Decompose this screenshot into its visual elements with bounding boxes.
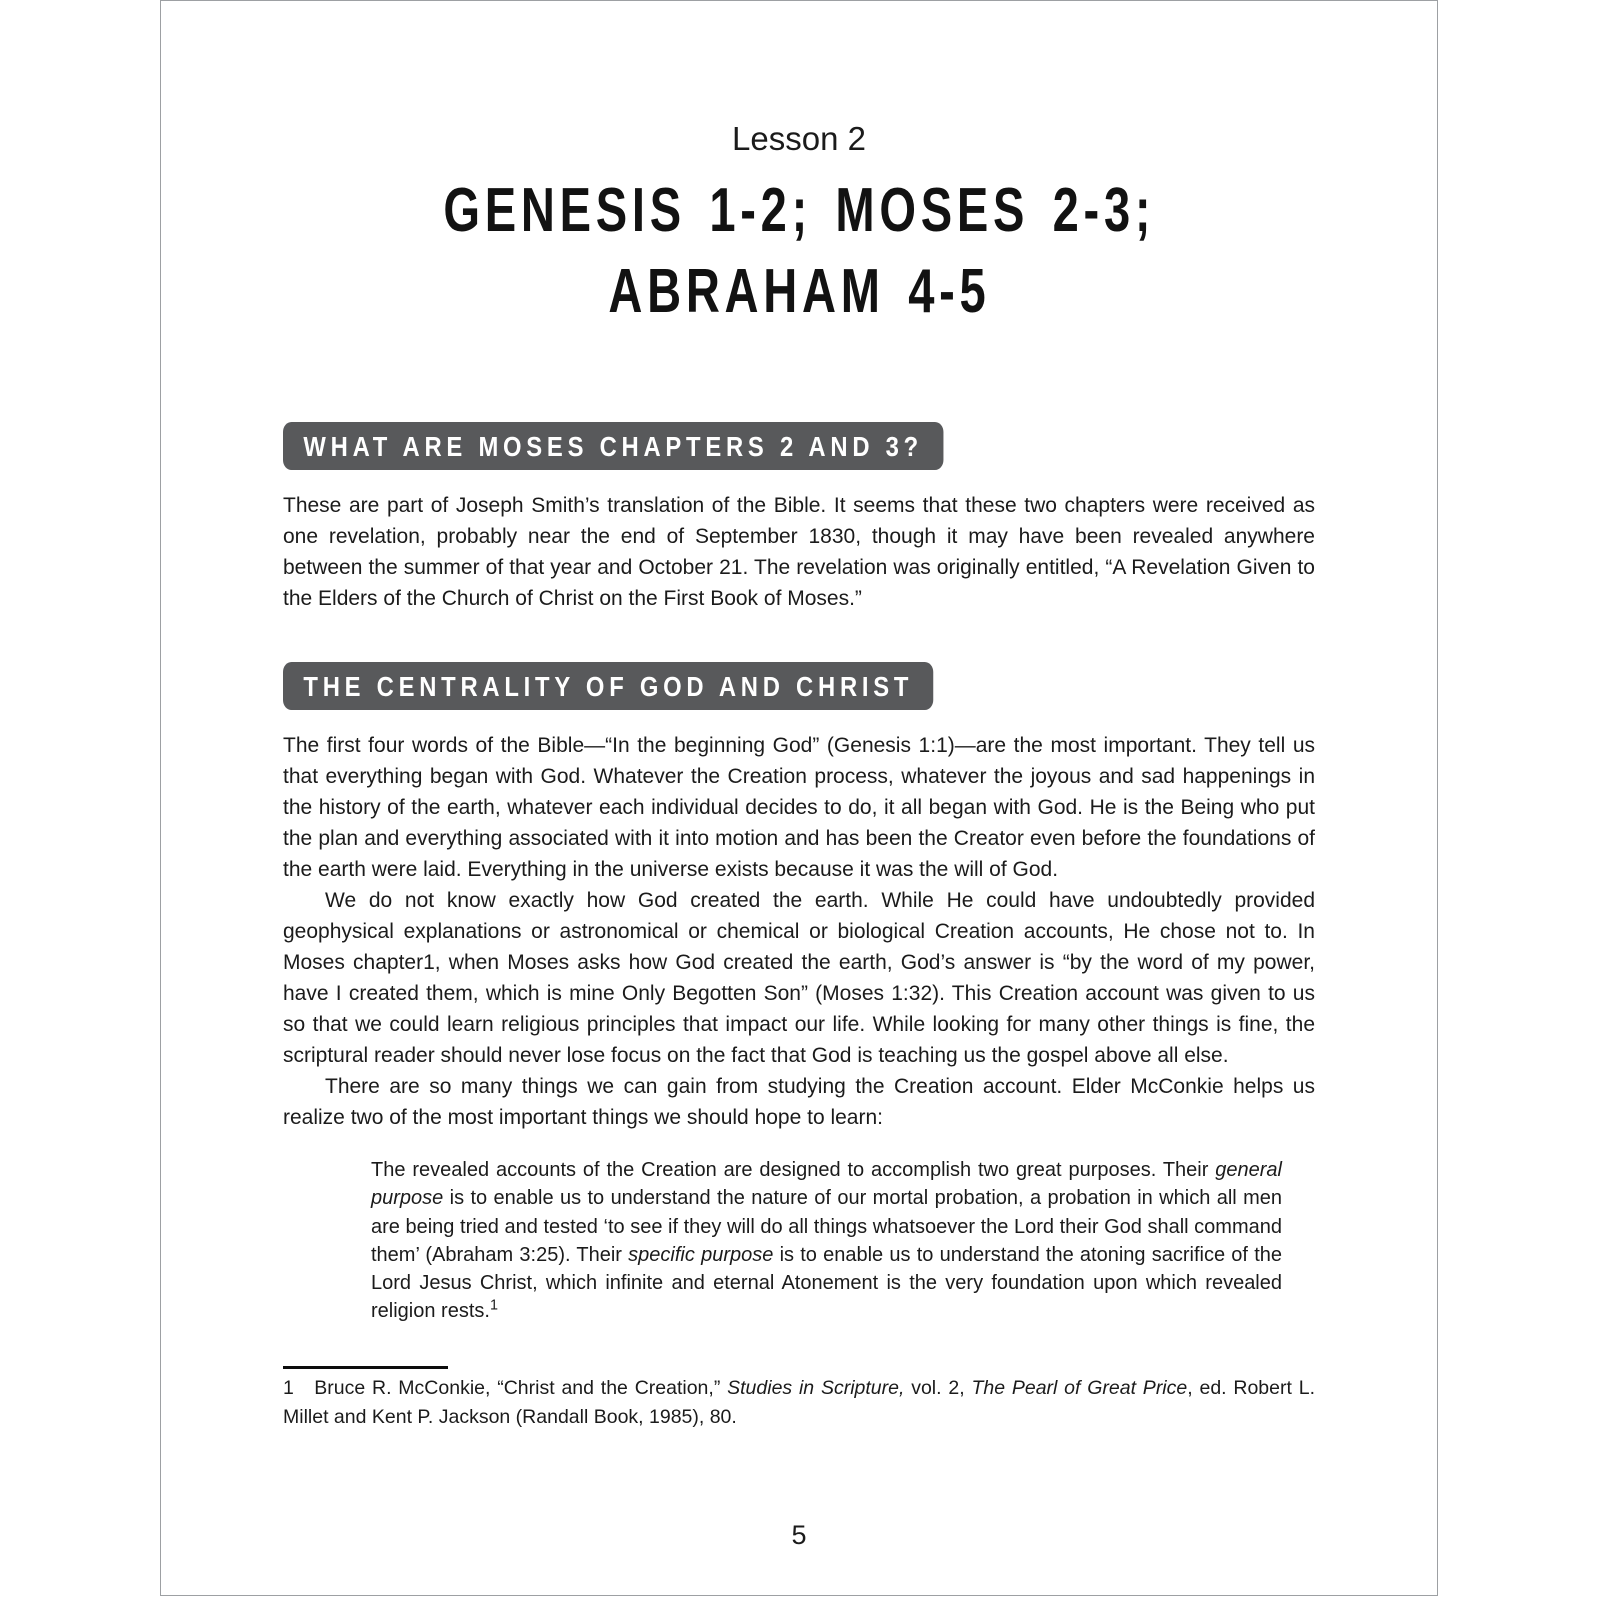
- footnote-text: 1 Bruce R. McConkie, “Christ and the Creation,”: [283, 1376, 728, 1399]
- footnote-separator-rule: [283, 1366, 448, 1369]
- quote-italic-general-purpose: general purpose: [371, 1159, 1282, 1210]
- section-centrality-of-god-and-christ: [283, 662, 1315, 1133]
- blockquote: [371, 1156, 1282, 1326]
- footnote: [283, 1374, 1315, 1432]
- section-what-are-moses-chapters: [283, 422, 1315, 614]
- footnote-text: , ed. Robert L. Millet and Kent P. Jackson (Randall Book, 1985), 80.: [283, 1376, 1315, 1428]
- paragraph: These are part of Joseph Smith’s translation of the Bible. It seems that these two chapters were received as one revelation, probably near the end of September 1830, though it may have been revealed anywhere between the summer of that year and October 21. The revelation was originally entitled, “A Revelation Given to the Elders of the Church of Christ on the First Book of Moses.”: [283, 494, 1315, 610]
- chapter-title-line-2: ABRAHAM 4-5: [607, 257, 991, 326]
- quote-text: The revealed accounts of the Creation are designed to accomplish two great purposes. Their: [371, 1159, 1216, 1181]
- footnote-reference-marker: 1: [489, 1297, 498, 1314]
- chapter-title: [283, 170, 1315, 332]
- page-number: 5: [791, 1520, 807, 1550]
- paragraph: The first four words of the Bible—“In the beginning God” (Genesis 1:1)—are the most important. They tell us that everything began with God. Whatever the Creation process, whatever the joyous and sad happenings in the history of the earth, whatever each individual decides to do, it all began with God. He is the Being who put the plan and everything associated with it into motion and has been the Creator even before the foundations of the earth were laid. Everything in the universe exists because it was the will of God.: [283, 734, 1315, 881]
- book-page: [160, 0, 1438, 1596]
- chapter-title-line-1: GENESIS 1-2; MOSES 2-3;: [443, 176, 1155, 245]
- paragraph: We do not know exactly how God created the earth. While He could have undoubtedly provided geophysical explanations or astronomical or chemical or biological Creation accounts, He chose not to. In Moses chapter1, when Moses asks how God created the earth, God’s answer is “by the word of my power, have I created them, which is mine Only Begotten Son” (Moses 1:32). This Creation account was given to us so that we could learn religious principles that impact our life. While looking for many other things is fine, the scriptural reader should never lose focus on the fact that God is teaching us the gospel above all else.: [283, 889, 1315, 1067]
- footnote-text: vol. 2,: [904, 1376, 972, 1399]
- paragraph: There are so many things we can gain from studying the Creation account. Elder McConkie helps us realize two of the most important things we should hope to learn:: [283, 1075, 1315, 1129]
- section-heading-bar: THE CENTRALITY OF GOD AND CHRIST: [283, 662, 934, 710]
- footnote-italic-title: Studies in Scripture,: [727, 1376, 905, 1399]
- quote-text: is to enable us to understand the atoning sacrifice of the Lord Jesus Christ, which infinite and eternal Atonement is the very foundation upon which revealed religion rests.: [371, 1243, 1282, 1323]
- quote-text: is to enable us to understand the nature of our mortal probation, a probation in which all men are being tried and tested ‘to see if they will do all things whatsoever the Lord their God shall command them’ (Abraham 3:25). Their: [371, 1187, 1282, 1266]
- section-heading-bar: WHAT ARE MOSES CHAPTERS 2 AND 3?: [283, 422, 943, 470]
- footnote-italic-title: The Pearl of Great Price: [971, 1376, 1188, 1399]
- quote-italic-specific-purpose: specific purpose: [628, 1243, 774, 1266]
- lesson-label: Lesson 2: [732, 120, 866, 157]
